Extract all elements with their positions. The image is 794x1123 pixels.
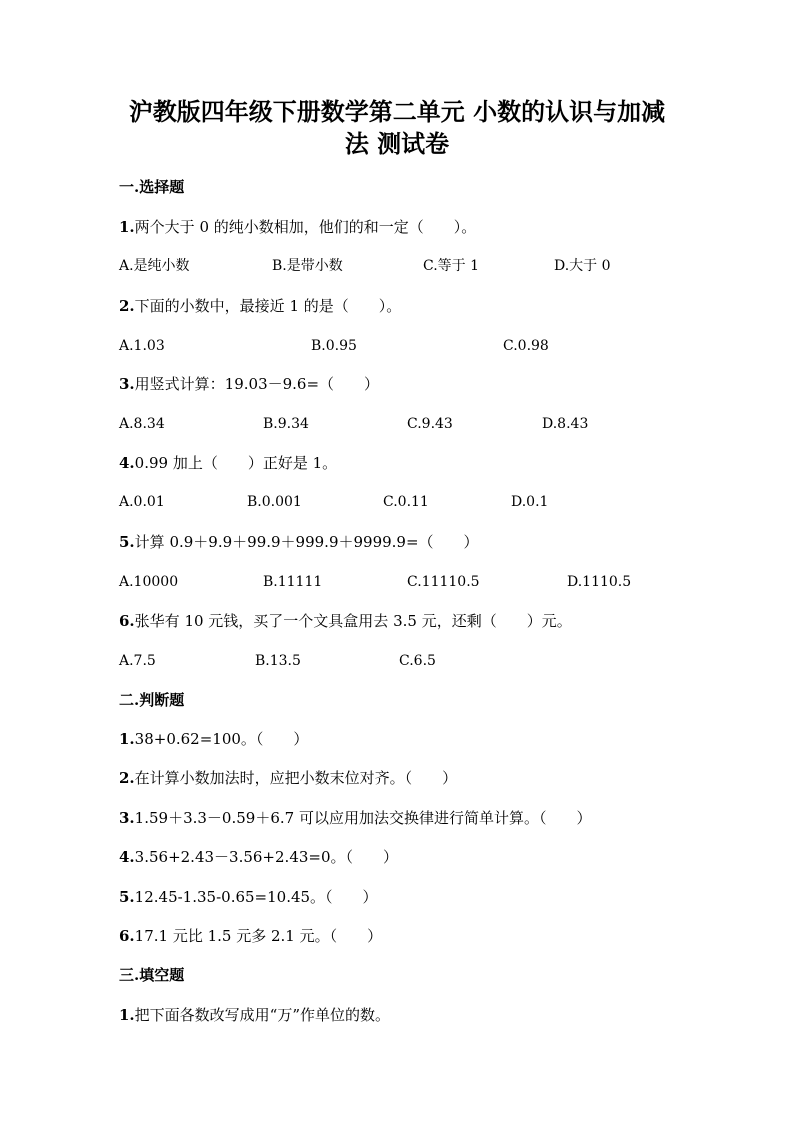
question-number: 2. [119,769,135,787]
choice-question-1 [119,217,476,237]
option-d: D.8.43 [542,416,589,432]
option-d: D.1110.5 [567,574,632,590]
option-d: D.0.1 [511,494,549,510]
judge-question-6 [119,926,382,946]
judge-question-5 [119,887,378,907]
option-a: A.8.34 [119,416,165,432]
option-d: D.大于 0 [554,258,611,274]
question-text: 38+0.62=100。（ ） [134,730,309,748]
question-number: 6. [119,927,135,945]
option-c: C.6.5 [399,653,436,669]
choice-question-4 [119,453,337,473]
judge-question-4 [119,847,398,867]
question-number: 5. [119,888,135,906]
fill-question-1 [119,1005,390,1025]
question-number: 5. [119,533,135,551]
question-text: 1.59＋3.3－0.59＋6.7 可以应用加法交换律进行简单计算。（ ） [134,809,592,827]
question-number: 1. [119,730,135,748]
choice-question-2 [119,296,401,316]
option-b: B.0.95 [311,338,357,354]
option-b: B.11111 [263,574,323,590]
choice-question-3 [119,374,379,394]
option-b: B.13.5 [255,653,301,669]
question-text: 0.99 加上（ ）正好是 1。 [134,454,338,472]
question-number: 4. [119,848,135,866]
choice-question-5 [119,532,479,552]
option-a: A.0.01 [119,494,165,510]
section-heading-judge: 二.判断题 [119,691,185,709]
option-a: A.10000 [119,574,179,590]
option-c: C.0.11 [383,494,429,510]
question-number: 3. [119,809,135,827]
question-text: 3.56+2.43－3.56+2.43=0。（ ） [134,848,399,866]
question-text: 把下面各数改写成用“万”作单位的数。 [134,1006,391,1024]
question-number: 3. [119,375,135,393]
question-text: 17.1 元比 1.5 元多 2.1 元。（ ） [134,927,383,945]
option-a: A.1.03 [119,338,165,354]
question-text: 计算 0.9＋9.9＋99.9＋999.9＋9999.9=（ ） [134,533,479,551]
question-number: 6. [119,612,135,630]
question-number: 4. [119,454,135,472]
section-heading-choice: 一.选择题 [119,178,185,196]
title-line-1: 沪教版四年级下册数学第二单元 小数的认识与加减 [128,97,666,126]
option-c: C.9.43 [407,416,453,432]
question-text: 两个大于 0 的纯小数相加，他们的和一定（ ）。 [134,218,477,236]
choice-question-6 [119,611,572,631]
question-text: 12.45-1.35-0.65=10.45。（ ） [134,888,378,906]
option-a: A.7.5 [119,653,156,669]
question-number: 1. [119,1006,135,1024]
question-number: 1. [119,218,135,236]
question-text: 下面的小数中，最接近 1 的是（ ）。 [134,297,402,315]
option-c: C.0.98 [503,338,549,354]
option-b: B.9.34 [263,416,309,432]
option-b: B.0.001 [247,494,302,510]
question-text: 张华有 10 元钱，买了一个文具盒用去 3.5 元，还剩（ ）元。 [134,612,572,630]
option-c: C.11110.5 [407,574,480,590]
judge-question-1 [119,729,308,749]
judge-question-3 [119,808,591,828]
option-b: B.是带小数 [272,258,343,274]
question-text: 在计算小数加法时，应把小数末位对齐。（ ） [134,769,458,787]
question-text: 用竖式计算：19.03－9.6=（ ） [134,375,380,393]
title-line-2: 法 测试卷 [344,129,450,158]
page-title [100,96,694,160]
option-c: C.等于 1 [423,258,480,274]
option-a: A.是纯小数 [119,258,190,274]
section-heading-fill: 三.填空题 [119,966,185,984]
judge-question-2 [119,768,457,788]
question-number: 2. [119,297,135,315]
